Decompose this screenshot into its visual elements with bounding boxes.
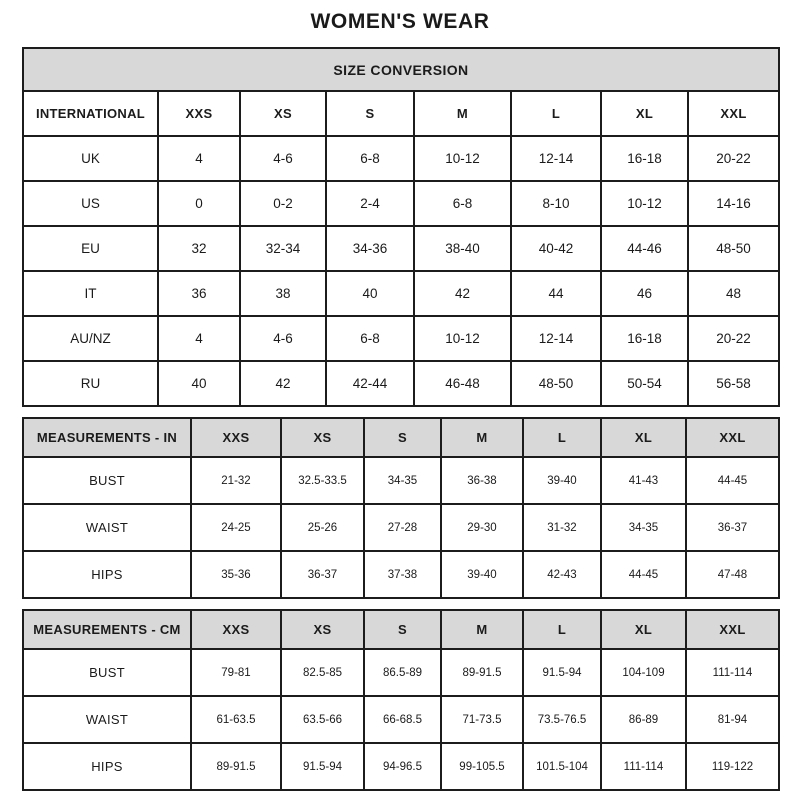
column-header: L bbox=[523, 610, 601, 649]
row-label: UK bbox=[23, 136, 158, 181]
cell-value: 4-6 bbox=[240, 316, 326, 361]
cell-value: 4-6 bbox=[240, 136, 326, 181]
cell-value: 56-58 bbox=[688, 361, 779, 406]
cell-value: 38 bbox=[240, 271, 326, 316]
cell-value: 119-122 bbox=[686, 743, 779, 790]
page-title: WOMEN'S WEAR bbox=[310, 10, 490, 33]
column-header: S bbox=[364, 610, 441, 649]
cell-value: 82.5-85 bbox=[281, 649, 364, 696]
column-header: S bbox=[326, 91, 414, 136]
cell-value: 41-43 bbox=[601, 457, 686, 504]
row-label: BUST bbox=[23, 649, 191, 696]
column-header: XXS bbox=[191, 418, 281, 457]
column-header: XS bbox=[281, 610, 364, 649]
column-header: L bbox=[523, 418, 601, 457]
column-header: M bbox=[414, 91, 511, 136]
cell-value: 42-43 bbox=[523, 551, 601, 598]
cell-value: 44-45 bbox=[686, 457, 779, 504]
cell-value: 79-81 bbox=[191, 649, 281, 696]
cell-value: 40 bbox=[158, 361, 240, 406]
cell-value: 46-48 bbox=[414, 361, 511, 406]
cell-value: 42 bbox=[240, 361, 326, 406]
table-row bbox=[23, 136, 779, 181]
cell-value: 44 bbox=[511, 271, 601, 316]
row-label: WAIST bbox=[23, 504, 191, 551]
cell-value: 42-44 bbox=[326, 361, 414, 406]
cell-value: 16-18 bbox=[601, 136, 688, 181]
cell-value: 6-8 bbox=[326, 316, 414, 361]
cell-value: 39-40 bbox=[441, 551, 523, 598]
cell-value: 34-35 bbox=[364, 457, 441, 504]
column-header: L bbox=[511, 91, 601, 136]
cell-value: 48 bbox=[688, 271, 779, 316]
column-header: XXL bbox=[686, 610, 779, 649]
cell-value: 38-40 bbox=[414, 226, 511, 271]
column-header: S bbox=[364, 418, 441, 457]
cell-value: 73.5-76.5 bbox=[523, 696, 601, 743]
cell-value: 4 bbox=[158, 136, 240, 181]
cell-value: 0-2 bbox=[240, 181, 326, 226]
cell-value: 10-12 bbox=[601, 181, 688, 226]
column-header: XS bbox=[281, 418, 364, 457]
table-banner-row bbox=[23, 48, 779, 91]
first-column-header: MEASUREMENTS - CM bbox=[23, 610, 191, 649]
cell-value: 14-16 bbox=[688, 181, 779, 226]
cell-value: 36-38 bbox=[441, 457, 523, 504]
cell-value: 0 bbox=[158, 181, 240, 226]
size-conversion-table bbox=[22, 47, 780, 407]
table-row bbox=[23, 696, 779, 743]
cell-value: 4 bbox=[158, 316, 240, 361]
cell-value: 42 bbox=[414, 271, 511, 316]
row-label: EU bbox=[23, 226, 158, 271]
row-label: WAIST bbox=[23, 696, 191, 743]
cell-value: 29-30 bbox=[441, 504, 523, 551]
cell-value: 10-12 bbox=[414, 136, 511, 181]
cell-value: 40 bbox=[326, 271, 414, 316]
cell-value: 27-28 bbox=[364, 504, 441, 551]
cell-value: 32.5-33.5 bbox=[281, 457, 364, 504]
column-header: XL bbox=[601, 610, 686, 649]
cell-value: 25-26 bbox=[281, 504, 364, 551]
row-label: RU bbox=[23, 361, 158, 406]
cell-value: 36-37 bbox=[686, 504, 779, 551]
column-header: M bbox=[441, 418, 523, 457]
cell-value: 91.5-94 bbox=[281, 743, 364, 790]
table-row bbox=[23, 226, 779, 271]
cell-value: 44-46 bbox=[601, 226, 688, 271]
cell-value: 12-14 bbox=[511, 136, 601, 181]
cell-value: 111-114 bbox=[686, 649, 779, 696]
column-header: XS bbox=[240, 91, 326, 136]
row-label: IT bbox=[23, 271, 158, 316]
cell-value: 104-109 bbox=[601, 649, 686, 696]
column-header: XL bbox=[601, 91, 688, 136]
cell-value: 48-50 bbox=[688, 226, 779, 271]
measurements-cm-table bbox=[22, 609, 780, 791]
column-header: XL bbox=[601, 418, 686, 457]
column-header-row bbox=[23, 91, 779, 136]
cell-value: 40-42 bbox=[511, 226, 601, 271]
cell-value: 37-38 bbox=[364, 551, 441, 598]
cell-value: 34-35 bbox=[601, 504, 686, 551]
cell-value: 44-45 bbox=[601, 551, 686, 598]
cell-value: 10-12 bbox=[414, 316, 511, 361]
cell-value: 99-105.5 bbox=[441, 743, 523, 790]
cell-value: 16-18 bbox=[601, 316, 688, 361]
column-header-row bbox=[23, 418, 779, 457]
cell-value: 47-48 bbox=[686, 551, 779, 598]
column-header: XXS bbox=[158, 91, 240, 136]
column-header: XXS bbox=[191, 610, 281, 649]
cell-value: 20-22 bbox=[688, 316, 779, 361]
table-row bbox=[23, 457, 779, 504]
table-row bbox=[23, 551, 779, 598]
cell-value: 86-89 bbox=[601, 696, 686, 743]
table-row bbox=[23, 649, 779, 696]
first-column-header: INTERNATIONAL bbox=[23, 91, 158, 136]
row-label: AU/NZ bbox=[23, 316, 158, 361]
cell-value: 21-32 bbox=[191, 457, 281, 504]
table-row bbox=[23, 181, 779, 226]
cell-value: 61-63.5 bbox=[191, 696, 281, 743]
cell-value: 101.5-104 bbox=[523, 743, 601, 790]
cell-value: 6-8 bbox=[414, 181, 511, 226]
cell-value: 31-32 bbox=[523, 504, 601, 551]
row-label: HIPS bbox=[23, 743, 191, 790]
column-header: M bbox=[441, 610, 523, 649]
cell-value: 2-4 bbox=[326, 181, 414, 226]
cell-value: 81-94 bbox=[686, 696, 779, 743]
cell-value: 8-10 bbox=[511, 181, 601, 226]
cell-value: 35-36 bbox=[191, 551, 281, 598]
row-label: HIPS bbox=[23, 551, 191, 598]
cell-value: 32 bbox=[158, 226, 240, 271]
column-header: XXL bbox=[686, 418, 779, 457]
table-row bbox=[23, 271, 779, 316]
cell-value: 48-50 bbox=[511, 361, 601, 406]
first-column-header: MEASUREMENTS - IN bbox=[23, 418, 191, 457]
cell-value: 20-22 bbox=[688, 136, 779, 181]
cell-value: 91.5-94 bbox=[523, 649, 601, 696]
cell-value: 111-114 bbox=[601, 743, 686, 790]
cell-value: 94-96.5 bbox=[364, 743, 441, 790]
column-header-row bbox=[23, 610, 779, 649]
measurements-in-table bbox=[22, 417, 780, 599]
cell-value: 89-91.5 bbox=[441, 649, 523, 696]
cell-value: 63.5-66 bbox=[281, 696, 364, 743]
table-row bbox=[23, 361, 779, 406]
cell-value: 89-91.5 bbox=[191, 743, 281, 790]
cell-value: 71-73.5 bbox=[441, 696, 523, 743]
cell-value: 6-8 bbox=[326, 136, 414, 181]
column-header: XXL bbox=[688, 91, 779, 136]
cell-value: 36-37 bbox=[281, 551, 364, 598]
table-row bbox=[23, 504, 779, 551]
cell-value: 39-40 bbox=[523, 457, 601, 504]
table-banner: SIZE CONVERSION bbox=[23, 48, 779, 91]
cell-value: 50-54 bbox=[601, 361, 688, 406]
cell-value: 34-36 bbox=[326, 226, 414, 271]
cell-value: 86.5-89 bbox=[364, 649, 441, 696]
row-label: US bbox=[23, 181, 158, 226]
cell-value: 66-68.5 bbox=[364, 696, 441, 743]
row-label: BUST bbox=[23, 457, 191, 504]
cell-value: 24-25 bbox=[191, 504, 281, 551]
table-row bbox=[23, 316, 779, 361]
cell-value: 12-14 bbox=[511, 316, 601, 361]
cell-value: 36 bbox=[158, 271, 240, 316]
cell-value: 32-34 bbox=[240, 226, 326, 271]
cell-value: 46 bbox=[601, 271, 688, 316]
table-row bbox=[23, 743, 779, 790]
